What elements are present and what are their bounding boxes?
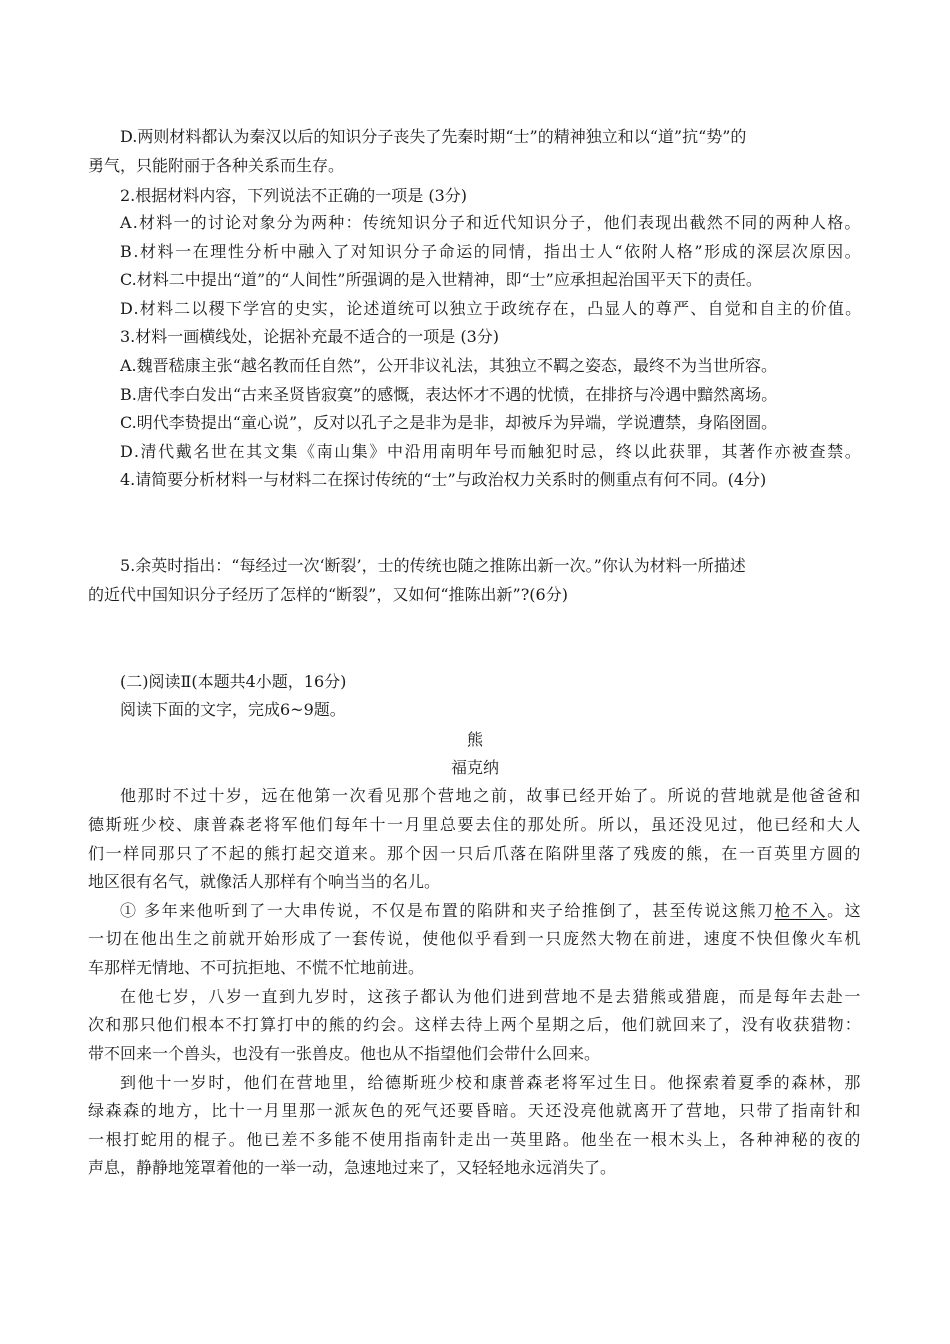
story-p1-line-4: 地区很有名气，就像活人那样有个响当当的名儿。 bbox=[88, 872, 441, 891]
story-p2-line-1 bbox=[120, 900, 862, 922]
q5-line-2: 的近代中国知识分子经历了怎样的“断裂”，又如何“推陈出新”?(6分) bbox=[88, 585, 568, 604]
story-p3-line-1: 在他七岁，八岁一直到九岁时，这孩子都认为他们进到营地不是去猎熊或猎鹿，而是每年去赴一 bbox=[120, 987, 863, 1006]
story-p2-text-after: 。这 bbox=[827, 901, 863, 920]
section2-instruction: 阅读下面的文字，完成6~9题。 bbox=[120, 700, 346, 719]
q4-question: 4.请简要分析材料一与材料二在探讨传统的“士”与政治权力关系时的侧重点有何不同。(4分) bbox=[120, 470, 767, 489]
story-p4-line-4: 声息，静静地笼罩着他的一举一动，急速地过来了，又轻轻地永远消失了。 bbox=[88, 1158, 617, 1177]
q2-stem: 2.根据材料内容，下列说法不正确的一项是 (3分) bbox=[120, 186, 468, 205]
q1-option-d-line-2: 勇气，只能附丽于各种关系而生存。 bbox=[88, 156, 345, 175]
q3-option-c: C.明代李贽提出“童心说”，反对以孔子之是非为是非，却被斥为异端，学说遭禁，身陷囹圄。 bbox=[120, 413, 778, 432]
q3-option-a: A.魏晋嵇康主张“越名教而任自然”，公开非议礼法，其独立不羁之姿态，最终不为当世所容。 bbox=[120, 356, 778, 375]
q2-option-c: C.材料二中提出“道”的“人间性”所强调的是入世精神，即“士”应承担起治国平天下的责任。 bbox=[120, 270, 762, 289]
story-p2-line-3: 车那样无情地、不可抗拒地、不慌不忙地前进。 bbox=[88, 958, 425, 977]
underlined-phrase: 枪不入 bbox=[774, 901, 828, 920]
story-p2-text-before: ① 多年来他听到了一大串传说，不仅是布置的陷阱和夹子给推倒了，甚至传说这熊刀 bbox=[120, 901, 775, 920]
q2-option-d: D.材料二以稷下学宫的史实，论述道统可以独立于政统存在，凸显人的尊严、自觉和自主的价值。 bbox=[120, 299, 863, 318]
story-author: 福克纳 bbox=[450, 758, 499, 777]
story-p3-line-3: 带不回来一个兽头，也没有一张兽皮。他也从不指望他们会带什么回来。 bbox=[88, 1044, 601, 1063]
story-p1-line-2: 德斯班少校、康普森老将军他们每年十一月里总要去住的那处所。所以，虽还没见过，他已经和大人 bbox=[88, 815, 863, 834]
story-p2-line-2: 一切在他出生之前就开始形成了一套传说，使他似乎看到一只庞然大物在前进，速度不快但像火车机 bbox=[88, 929, 863, 948]
q3-option-d: D.清代戴名世在其文集《南山集》中沿用南明年号而触犯时忌，终以此获罪，其著作亦被查禁。 bbox=[120, 442, 863, 461]
q2-option-a: A.材料一的讨论对象分为两种：传统知识分子和近代知识分子，他们表现出截然不同的两种人格。 bbox=[120, 213, 862, 232]
story-title: 熊 bbox=[466, 730, 483, 749]
q2-option-b: B.材料一在理性分析中融入了对知识分子命运的同情，指出士人“依附人格”形成的深层次原因。 bbox=[120, 242, 863, 261]
section2-header: (二)阅读Ⅱ(本题共4小题，16分) bbox=[120, 672, 347, 691]
q3-option-b: B.唐代李白发出“古来圣贤皆寂寞”的感慨，表达怀才不遇的忧愤，在排挤与冷遇中黯然离场。 bbox=[120, 385, 778, 404]
story-p4-line-1: 到他十一岁时，他们在营地里，给德斯班少校和康普森老将军过生日。他探索着夏季的森林，那 bbox=[120, 1073, 863, 1092]
story-p4-line-3: 一根打蛇用的棍子。他已差不多能不使用指南针走出一英里路。他坐在一根木头上，各种神秘的夜的 bbox=[88, 1130, 863, 1149]
q5-line-1: 5.余英时指出：“每经过一次‘断裂’，士的传统也随之推陈出新一次。”你认为材料一所描述 bbox=[120, 556, 746, 575]
q3-stem: 3.材料一画横线处，论据补充最不适合的一项是 (3分) bbox=[120, 327, 500, 346]
story-p3-line-2: 次和那只他们根本不打算打中的熊的约会。这样去待上两个星期之后，他们就回来了，没有收获猎物： bbox=[88, 1015, 863, 1034]
q1-option-d-line-1: D.两则材料都认为秦汉以后的知识分子丧失了先秦时期“士”的精神独立和以“道”抗“势”的 bbox=[120, 127, 747, 146]
story-p1-line-3: 们一样同那只了不起的熊打起交道来。那个因一只后爪落在陷阱里落了残废的熊，在一百英里方圆的 bbox=[88, 844, 863, 863]
story-p4-line-2: 绿森森的地方，比十一月里那一派灰色的死气还要昏暗。天还没亮他就离开了营地，只带了指南针和 bbox=[88, 1101, 863, 1120]
story-p1-line-1: 他那时不过十岁，远在他第一次看见那个营地之前，故事已经开始了。所说的营地就是他爸爸和 bbox=[120, 786, 863, 805]
